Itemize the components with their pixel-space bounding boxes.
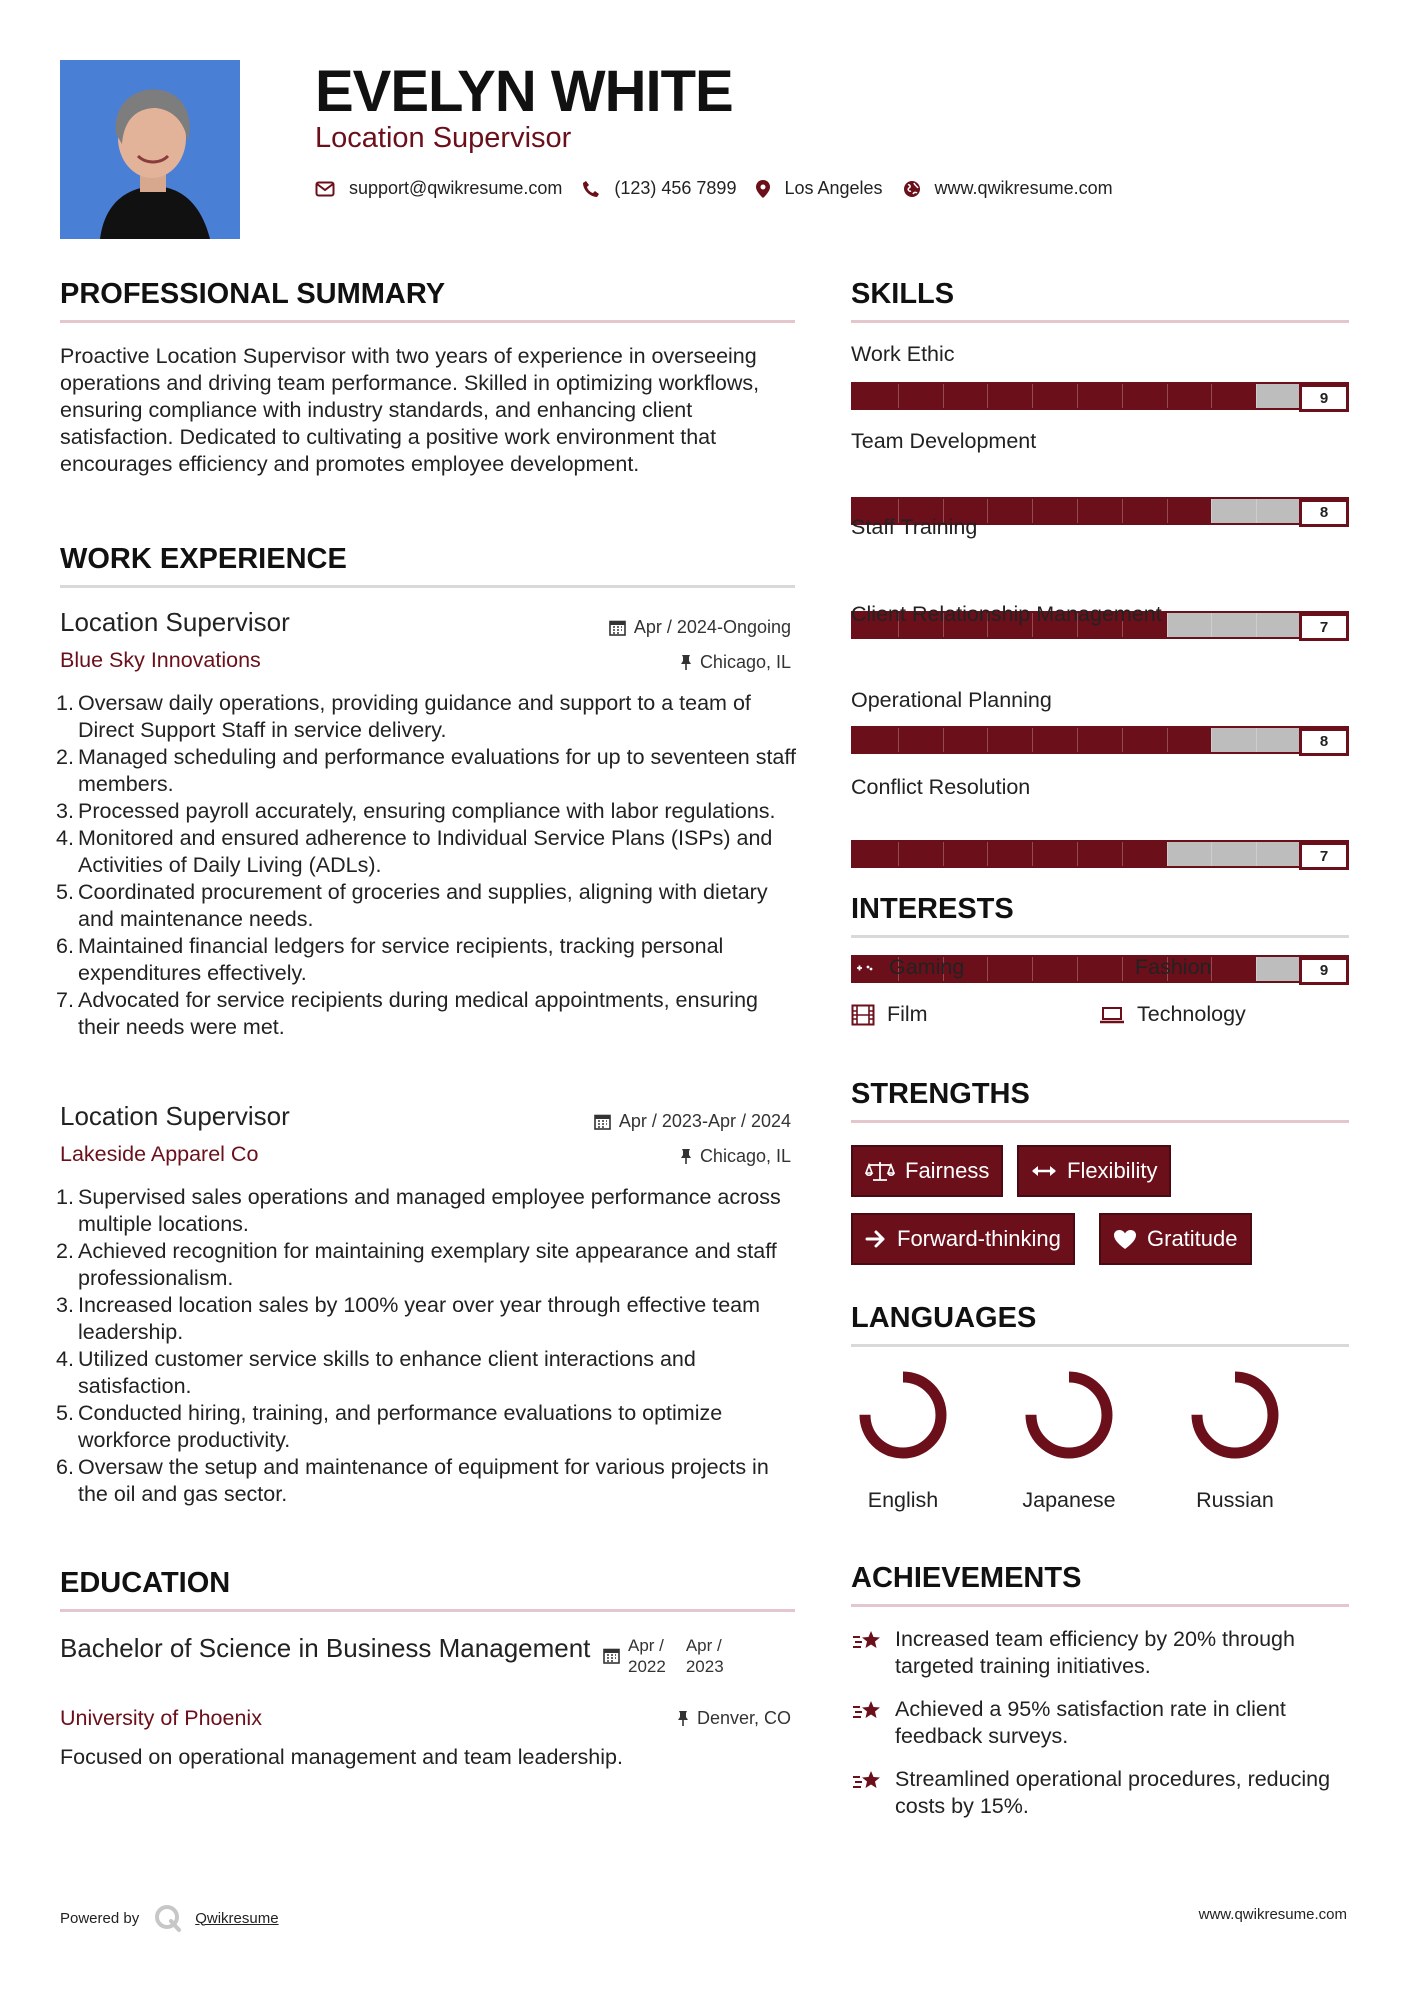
bullet-text: Achieved recognition for maintaining exemplary site appearance and staff professionalism. xyxy=(78,1239,777,1290)
skill-bar-segment xyxy=(1256,613,1257,637)
arrow-right-icon xyxy=(865,1229,887,1249)
job-bullet xyxy=(56,1184,800,1238)
skill-bar-segment xyxy=(1032,957,1033,981)
skill-bar xyxy=(851,726,1349,754)
summary-text: Proactive Location Supervisor with two years of experience in overseeing operations and driving team performance. Skilled in optimizing workflows, ensuring compliance with industry standards, and enhancing client satisfaction. Dedicated to cultivating a positive work environment that encourages efficiency and promotes employee development. xyxy=(60,344,760,476)
bullet-number: 6. xyxy=(56,934,74,958)
skill-bar-segment xyxy=(1211,728,1212,752)
skill-label: Team Development xyxy=(851,428,1037,453)
skill-bar xyxy=(851,840,1349,868)
skill-label: Work Ethic xyxy=(851,342,955,366)
language-name: Russian xyxy=(1196,1488,1274,1512)
skill-bar-segment xyxy=(1211,499,1212,523)
bullet-text: Managed scheduling and performance evaluations for up to seventeen staff members. xyxy=(78,745,796,796)
skill-bar-segment xyxy=(1122,842,1123,866)
phone-text: (123) 456 7899 xyxy=(614,178,737,198)
shopping-bag-icon xyxy=(1099,957,1123,979)
skill-bar-segment xyxy=(1122,728,1123,752)
calendar-icon xyxy=(603,1647,620,1664)
language-level-arc xyxy=(1031,1377,1107,1453)
skill-bar-segment xyxy=(987,499,988,523)
laptop-icon xyxy=(1099,1006,1125,1024)
skill-bar-segment xyxy=(1077,384,1078,408)
bullet-number: 5. xyxy=(56,1401,74,1425)
bullet-text: Oversaw the setup and maintenance of equipment for various projects in the oil and gas sector. xyxy=(78,1455,769,1506)
skill-bar-segment xyxy=(1032,842,1033,866)
job-location-text: Chicago, IL xyxy=(699,1146,791,1166)
bullet-text: Processed payroll accurately, ensuring compliance with labor regulations. xyxy=(78,799,776,823)
strength-label: Forward-thinking xyxy=(897,1226,1061,1251)
skill-bar-segment xyxy=(1256,728,1257,752)
strength-label: Gratitude xyxy=(1147,1226,1238,1251)
strength-badge-fairness xyxy=(851,1145,1003,1197)
bullet-number: 4. xyxy=(56,1347,74,1371)
language-name: English xyxy=(867,1488,939,1512)
bullet-text: Utilized customer service skills to enhance client interactions and satisfaction. xyxy=(78,1347,696,1398)
job-bullet xyxy=(56,1238,800,1292)
bullet-text: Maintained financial ledgers for service recipients, tracking personal expenditures effectively. xyxy=(78,934,724,985)
interest-fashion xyxy=(1099,955,1212,980)
contact-website[interactable] xyxy=(903,178,1113,199)
contact-phone[interactable] xyxy=(582,178,736,199)
job-date xyxy=(609,617,791,638)
skill-bar-segment xyxy=(1256,384,1257,408)
website-text: www.qwikresume.com xyxy=(934,178,1113,198)
bullet-text: Advocated for service recipients during medical appointments, ensuring their needs were met. xyxy=(78,988,759,1039)
bullet-text: Increased location sales by 100% year over year through effective team leadership. xyxy=(78,1293,761,1344)
skill-bar-segment xyxy=(1256,957,1257,981)
phone-icon xyxy=(582,180,600,198)
job-date-text: Apr / 2024-Ongoing xyxy=(633,617,791,637)
qwikresume-logo-icon xyxy=(153,1903,183,1933)
skill-bar-segment xyxy=(1167,499,1168,523)
strength-badge-gratitude xyxy=(1099,1213,1252,1265)
film-icon xyxy=(851,1004,875,1026)
skills-heading: SKILLS xyxy=(851,278,955,310)
language-level-ring xyxy=(1023,1369,1115,1461)
job-title: Location Supervisor xyxy=(60,607,290,637)
interest-label: Film xyxy=(887,1002,928,1026)
bullet-text: Oversaw daily operations, providing guidance and support to a team of Direct Support Staff in service delivery. xyxy=(78,691,751,742)
skill-bar-segment xyxy=(1122,499,1123,523)
skill-bar-segment xyxy=(1256,842,1257,866)
school-name: University of Phoenix xyxy=(60,1706,262,1730)
pushpin-icon xyxy=(677,1710,689,1727)
skill-bar-segment xyxy=(1211,384,1212,408)
skill-bar-segment xyxy=(1167,842,1168,866)
job-company: Lakeside Apparel Co xyxy=(60,1142,259,1166)
education-dates xyxy=(603,1635,724,1677)
candidate-name: EVELYN WHITE xyxy=(315,59,733,124)
calendar-icon xyxy=(594,1113,611,1130)
skill-bar-segment xyxy=(1032,499,1033,523)
skill-score: 7 xyxy=(1299,842,1349,870)
job-bullet xyxy=(56,933,800,987)
bullet-text: Supervised sales operations and managed employee performance across multiple locations. xyxy=(78,1185,781,1236)
skills-divider xyxy=(851,320,1349,323)
skill-bar-segment xyxy=(1211,613,1212,637)
interest-film xyxy=(851,1002,928,1027)
skill-bar-segment xyxy=(898,384,899,408)
skill-score: 8 xyxy=(1299,499,1349,527)
skill-score: 8 xyxy=(1299,728,1349,756)
skill-label: Conflict Resolution xyxy=(851,774,1031,799)
job-bullet xyxy=(56,744,800,798)
skill-bar-segment xyxy=(1122,384,1123,408)
skill-score: 7 xyxy=(1299,613,1349,641)
languages-divider xyxy=(851,1344,1349,1347)
job-bullet xyxy=(56,1346,800,1400)
interest-label: Technology xyxy=(1137,1002,1246,1026)
skill-bar-segment xyxy=(1167,613,1168,637)
job-location-text: Chicago, IL xyxy=(699,652,791,672)
calendar-icon xyxy=(609,619,626,636)
skill-bar xyxy=(851,382,1349,410)
skill-bar-segment xyxy=(1032,384,1033,408)
candidate-title: Location Supervisor xyxy=(315,122,572,154)
summary-divider xyxy=(60,320,795,323)
footer-powered-by xyxy=(60,1903,279,1933)
education-end xyxy=(686,1635,724,1677)
powered-by-text: Powered by xyxy=(60,1909,140,1927)
interest-label: Gaming xyxy=(889,955,965,979)
education-start-year: 2022 xyxy=(628,1657,666,1676)
strength-badge-flexibility xyxy=(1017,1145,1171,1197)
bullet-number: 2. xyxy=(56,1239,74,1263)
interest-technology xyxy=(1099,1002,1246,1027)
language-level-arc xyxy=(865,1377,941,1453)
skill-bar-segment xyxy=(987,384,988,408)
footer-website[interactable]: www.qwikresume.com xyxy=(1198,1906,1347,1923)
skill-bar-segment xyxy=(1211,842,1212,866)
shooting-star-icon xyxy=(851,1768,883,1794)
job-date xyxy=(594,1111,791,1132)
summary-heading: PROFESSIONAL SUMMARY xyxy=(60,278,446,310)
email-text: support@qwikresume.com xyxy=(349,178,563,198)
achievements-heading: ACHIEVEMENTS xyxy=(851,1562,1082,1594)
language-level-arc xyxy=(1197,1377,1273,1453)
contact-bar xyxy=(315,178,1133,199)
skill-bar-segment xyxy=(1167,728,1168,752)
skill-bar-segment xyxy=(1032,728,1033,752)
job-bullet xyxy=(56,690,800,744)
interests-divider xyxy=(851,935,1349,938)
skill-bar-segment xyxy=(1256,499,1257,523)
job-bullet-list xyxy=(56,690,800,1041)
language-level-ring xyxy=(857,1369,949,1461)
job-location xyxy=(680,652,791,673)
skill-bar-fill xyxy=(853,842,1167,866)
experience-divider xyxy=(60,585,795,588)
skill-score: 9 xyxy=(1299,384,1349,412)
job-bullet xyxy=(56,825,800,879)
languages-heading: LANGUAGES xyxy=(851,1302,1037,1334)
job-title: Location Supervisor xyxy=(60,1101,290,1131)
skill-bar-segment xyxy=(943,842,944,866)
achievement-text: Increased team efficiency by 20% through targeted training initiatives. xyxy=(895,1627,1295,1678)
education-end-month: Apr / xyxy=(685,1636,722,1655)
achievement-item xyxy=(851,1696,1349,1750)
strength-label: Fairness xyxy=(905,1158,990,1183)
profile-photo xyxy=(60,60,240,239)
achievement-text: Streamlined operational procedures, reducing costs by 15%. xyxy=(895,1767,1331,1818)
skill-bar-segment xyxy=(898,728,899,752)
pushpin-icon xyxy=(680,1148,692,1165)
arrows-horizontal-icon xyxy=(1031,1164,1057,1178)
job-date-text: Apr / 2023-Apr / 2024 xyxy=(618,1111,791,1131)
strengths-heading: STRENGTHS xyxy=(851,1078,1030,1110)
education-location xyxy=(677,1708,791,1729)
job-company: Blue Sky Innovations xyxy=(60,648,261,672)
experience-heading: WORK EXPERIENCE xyxy=(60,543,347,575)
education-start-month: Apr / xyxy=(628,1636,664,1655)
interests-heading: INTERESTS xyxy=(851,893,1014,925)
job-bullet xyxy=(56,1454,800,1508)
globe-icon xyxy=(903,180,921,198)
skill-bar-segment xyxy=(1077,957,1078,981)
skill-bar-segment xyxy=(1167,384,1168,408)
degree-title: Bachelor of Science in Business Management xyxy=(60,1633,591,1663)
bullet-text: Coordinated procurement of groceries and supplies, aligning with dietary and maintenance needs. xyxy=(78,880,768,931)
skill-bar-segment xyxy=(943,384,944,408)
achievement-item xyxy=(851,1766,1349,1820)
footer-brand-link[interactable]: Qwikresume xyxy=(195,1909,279,1927)
achievements-divider xyxy=(851,1604,1349,1607)
avatar xyxy=(60,60,240,239)
skill-bar-fill xyxy=(853,384,1256,408)
map-pin-icon xyxy=(756,180,770,198)
bullet-number: 5. xyxy=(56,880,74,904)
interest-label: Fashion xyxy=(1135,955,1212,979)
bullet-number: 1. xyxy=(56,691,74,715)
skill-bar-segment xyxy=(1077,499,1078,523)
education-location-text: Denver, CO xyxy=(696,1708,791,1728)
shooting-star-icon xyxy=(851,1628,883,1654)
job-bullet xyxy=(56,798,800,825)
strength-badge-forward-thinking xyxy=(851,1213,1075,1265)
shooting-star-icon xyxy=(851,1698,883,1724)
job-bullet-list xyxy=(56,1184,800,1508)
skill-bar-segment xyxy=(1077,728,1078,752)
skill-label: Staff Training xyxy=(851,515,978,539)
education-divider xyxy=(60,1609,795,1612)
education-end-year: 2023 xyxy=(685,1657,724,1676)
skill-score: 9 xyxy=(1299,957,1349,985)
job-bullet xyxy=(56,879,800,933)
bullet-text: Monitored and ensured adherence to Individual Service Plans (ISPs) and Activities of Daily Living (ADLs). xyxy=(78,826,773,877)
skill-bar-segment xyxy=(987,957,988,981)
strengths-divider xyxy=(851,1120,1349,1123)
job-bullet xyxy=(56,1400,800,1454)
skill-label: Operational Planning xyxy=(851,688,1052,712)
skill-bar-segment xyxy=(943,728,944,752)
language-level-ring xyxy=(1189,1369,1281,1461)
skill-bar-segment xyxy=(1077,842,1078,866)
bullet-text: Conducted hiring, training, and performance evaluations to optimize workforce productivity. xyxy=(78,1401,723,1452)
interest-gaming xyxy=(851,955,964,980)
gamepad-icon xyxy=(851,960,877,976)
language-name: Japanese xyxy=(1022,1488,1116,1512)
education-description: Focused on operational management and team leadership. xyxy=(60,1745,623,1769)
job-location xyxy=(680,1146,791,1167)
education-start xyxy=(628,1635,666,1677)
bullet-number: 2. xyxy=(56,745,74,769)
bullet-number: 4. xyxy=(56,826,74,850)
skill-label: Client Relationship Management xyxy=(851,601,1162,626)
bullet-number: 1. xyxy=(56,1185,74,1209)
envelope-icon xyxy=(315,181,335,197)
heart-icon xyxy=(1113,1229,1137,1250)
bullet-number: 7. xyxy=(56,988,74,1012)
skill-bar-segment xyxy=(898,842,899,866)
job-bullet xyxy=(56,1292,800,1346)
bullet-number: 3. xyxy=(56,799,74,823)
education-heading: EDUCATION xyxy=(60,1567,231,1599)
job-bullet xyxy=(56,987,800,1041)
pushpin-icon xyxy=(680,654,692,671)
skill-bar-segment xyxy=(987,842,988,866)
bullet-number: 6. xyxy=(56,1455,74,1479)
balance-scale-icon xyxy=(865,1160,895,1182)
bullet-number: 3. xyxy=(56,1293,74,1317)
achievement-item xyxy=(851,1626,1349,1680)
contact-location xyxy=(756,178,882,199)
strength-label: Flexibility xyxy=(1067,1158,1158,1183)
skill-bar-segment xyxy=(987,728,988,752)
contact-email[interactable] xyxy=(315,178,562,199)
achievement-text: Achieved a 95% satisfaction rate in client feedback surveys. xyxy=(895,1697,1286,1748)
location-text: Los Angeles xyxy=(784,178,883,198)
